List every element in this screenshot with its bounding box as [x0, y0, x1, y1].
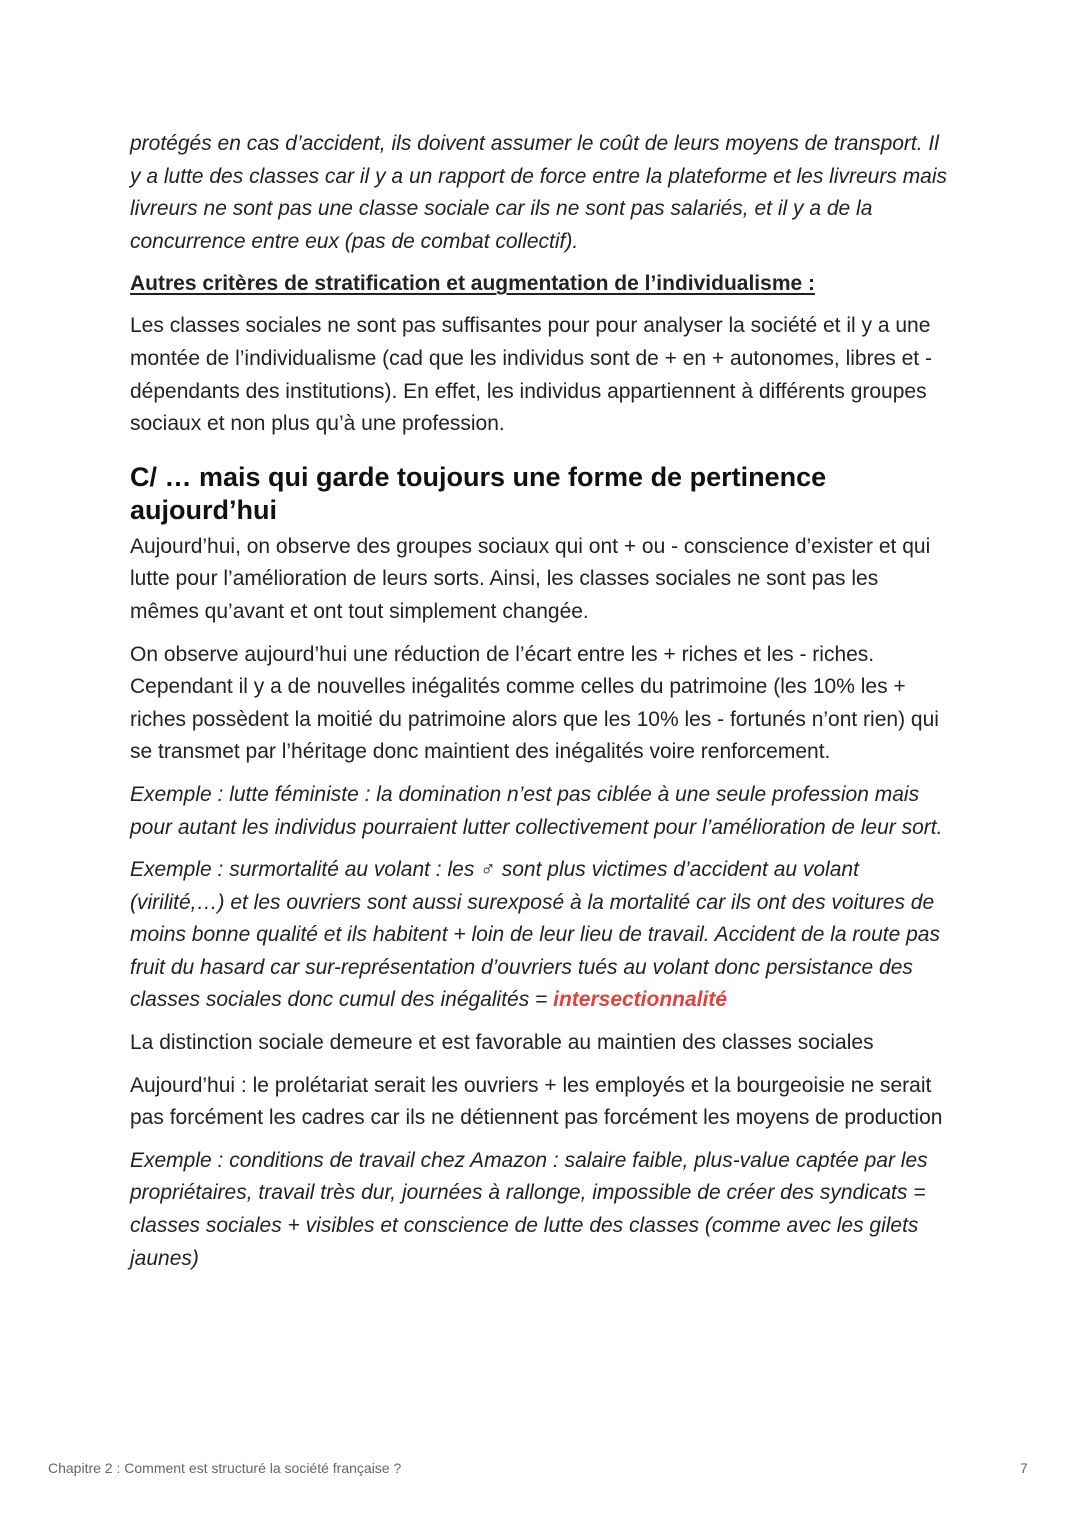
paragraph-example-feminism: Exemple : lutte féministe : la domination n’est pas ciblée à une seule profession mais pour autant les individus pourraient lutter collectivement pour l’amélioration de leur sort.: [130, 782, 943, 839]
footer-chapter-title: Chapitre 2 : Comment est structuré la société française ?: [48, 1460, 402, 1476]
subheading-other-criteria: Autres critères de stratification et augmentation de l’individualisme :: [130, 272, 815, 296]
paragraph-delivery-workers: protégés en cas d’accident, ils doivent assumer le coût de leurs moyens de transport. Il y a lutte des classes car il y a un rapport de force entre la plateforme et les livreurs mais livreurs ne sont pas une classe sociale car ils ne sont pas salariés, et il y a de la concurrence entre eux (pas de combat collectif).: [130, 132, 948, 253]
document-body: [130, 128, 950, 1285]
paragraph-example-road-mortality: [130, 854, 950, 1017]
road-mortality-text: Exemple : surmortalité au volant : les ♂ sont plus victimes d’accident au volant (virilité,…) et les ouvriers sont aussi surexposé à la mortalité car ils ont des voitures de moins bonne qualité et ils habitent + loin de leur lieu de travail. Accident de la route pas fruit du hasard car sur-représentation d’ouvriers tués au volant donc persistance des classes sociales donc cumul des inégalités =: [130, 858, 940, 1012]
paragraph-individualism: Les classes sociales ne sont pas suffisantes pour pour analyser la société et il y a une montée de l’individualisme (cad que les individus sont de + en + autonomes, libres et - dépendants des institutions). En effet, les individus appartiennent à différents groupes sociaux et non plus qu’à une profession.: [130, 314, 932, 436]
paragraph-proletariat: Aujourd’hui : le prolétariat serait les ouvriers + les employés et la bourgeoisie ne serait pas forcément les cadres car ils ne détiennent pas forcément les moyens de production: [130, 1073, 943, 1130]
section-title-c: C/ … mais qui garde toujours une forme de pertinence aujourd’hui: [130, 461, 827, 525]
footer-page-number: 7: [1020, 1460, 1028, 1476]
paragraph-social-groups: Aujourd’hui, on observe des groupes sociaux qui ont + ou - conscience d’exister et qui lutte pour l’amélioration de leurs sorts. Ainsi, les classes sociales ne sont pas les mêmes qu’avant et ont tout simplement changée.: [130, 534, 931, 623]
intersectionality-highlight: intersectionnalité: [553, 988, 728, 1012]
paragraph-inequalities: On observe aujourd’hui une réduction de l’écart entre les + riches et les - riches. Cependant il y a de nouvelles inégalités comme celles du patrimoine (les 10% les + riches possèdent la moitié du patrimoine alors que les 10% les - fortunés n’ont rien) qui se transmet par l’héritage donc maintient des inégalités voire renforcement.: [130, 642, 939, 764]
paragraph-example-amazon: Exemple : conditions de travail chez Amazon : salaire faible, plus-value captée par les propriétaires, travail très dur, journées à rallonge, impossible de créer des syndicats = classes sociales + visibles et conscience de lutte des classes (comme avec les gilets jaunes): [130, 1148, 928, 1270]
paragraph-social-distinction: La distinction sociale demeure et est favorable au maintien des classes sociales: [130, 1031, 874, 1055]
